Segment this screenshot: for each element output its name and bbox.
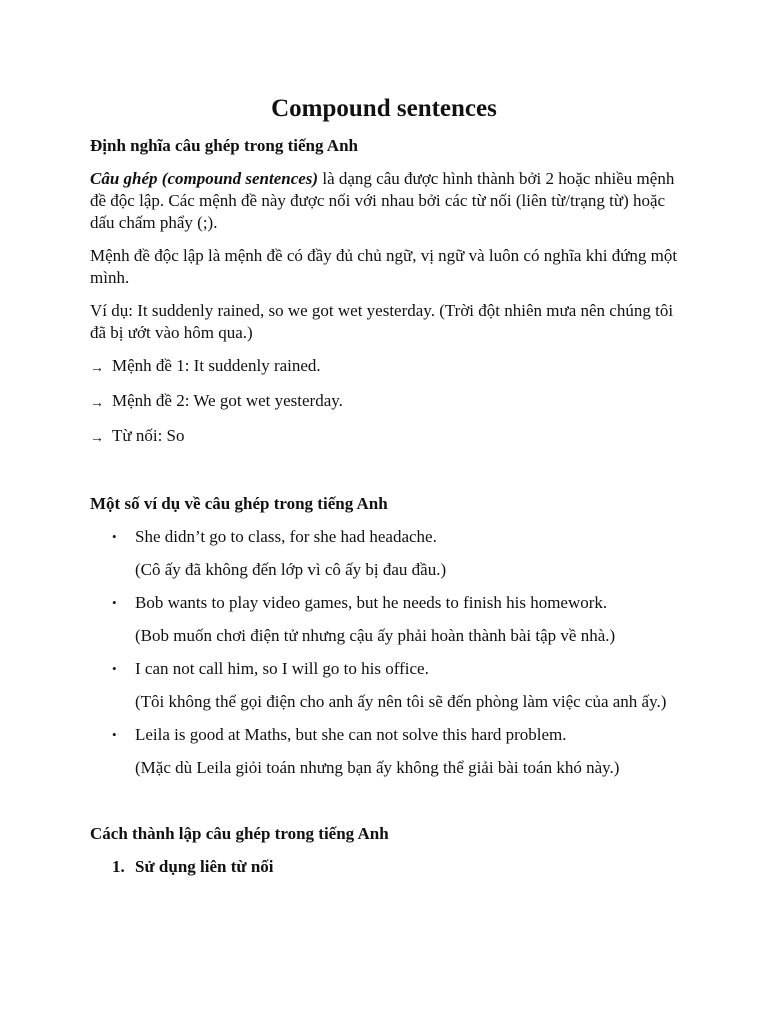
bullet-icon: • [112, 529, 117, 544]
arrow-line-text: Mệnh đề 1: It suddenly rained. [112, 356, 321, 375]
definition-term: Câu ghép (compound sentences) [90, 169, 319, 188]
list-item [90, 592, 680, 647]
example-paragraph: Ví dụ: It suddenly rained, so we got wet yesterday. (Trời đột nhiên mưa nên chúng tôi đã bị ướt vào hôm qua.) [90, 301, 674, 342]
section-heading-definition: Định nghĩa câu ghép trong tiếng Anh [90, 136, 358, 155]
example-english: I can not call him, so I will go to his office. [135, 659, 429, 678]
document-body [90, 135, 680, 878]
example-english: She didn’t go to class, for she had headache. [135, 527, 437, 546]
section-spacer [90, 790, 680, 823]
section-heading-formation: Cách thành lập câu ghép trong tiếng Anh [90, 824, 389, 843]
example-translation: (Bob muốn chơi điện tử nhưng cậu ấy phải hoàn thành bài tập về nhà.) [135, 626, 616, 645]
definition-text: là dạng câu được hình thành bởi 2 hoặc nhiều mệnh đề độc lập. Các mệnh đề này được nối với nhau bởi các từ nối (liên từ/trạng từ) hoặc dấu chấm phẩy (;). [90, 169, 675, 232]
section-spacer [90, 460, 680, 493]
examples-list [90, 526, 680, 779]
arrow-line-text: Từ nối: So [112, 426, 185, 445]
list-item [90, 526, 680, 581]
arrow-line-text: Mệnh đề 2: We got wet yesterday. [112, 391, 343, 410]
definition-paragraph [90, 168, 680, 234]
list-item [90, 658, 680, 713]
right-arrow-icon: → [90, 361, 104, 376]
example-english: Leila is good at Maths, but she can not solve this hard problem. [135, 725, 567, 744]
item-number: 1. [112, 857, 125, 876]
right-arrow-icon: → [90, 431, 104, 446]
example-translation: (Cô ấy đã không đến lớp vì cô ấy bị đau đầu.) [135, 560, 447, 579]
bullet-icon: • [112, 595, 117, 610]
right-arrow-icon: → [90, 396, 104, 411]
arrow-line-clause-2 [90, 390, 680, 414]
bullet-icon: • [112, 727, 117, 742]
example-translation: (Mặc dù Leila giỏi toán nhưng bạn ấy không thể giải bài toán khó này.) [135, 758, 620, 777]
numbered-item-conjunctions [90, 856, 680, 878]
item-label: Sử dụng liên từ nối [135, 857, 274, 876]
example-translation: (Tôi không thể gọi điện cho anh ấy nên tôi sẽ đến phòng làm việc của anh ấy.) [135, 692, 667, 711]
bullet-icon: • [112, 661, 117, 676]
page-title: Compound sentences [271, 95, 497, 122]
section-heading-examples: Một số ví dụ về câu ghép trong tiếng Anh [90, 494, 388, 513]
arrow-line-clause-1 [90, 355, 680, 379]
independent-clause-paragraph: Mệnh đề độc lập là mệnh đề có đầy đủ chủ ngữ, vị ngữ và luôn có nghĩa khi đứng một mình. [90, 246, 678, 287]
list-item [90, 724, 680, 779]
example-english: Bob wants to play video games, but he needs to finish his homework. [135, 593, 608, 612]
arrow-line-connector [90, 425, 680, 449]
